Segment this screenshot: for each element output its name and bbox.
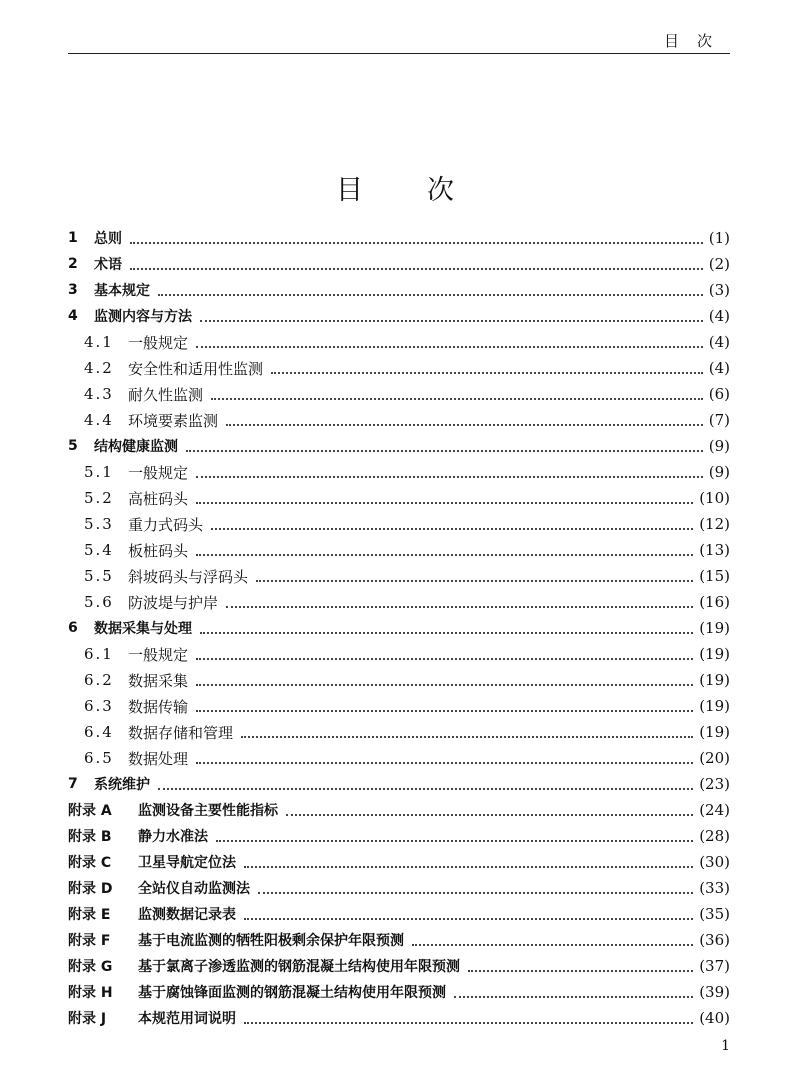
toc-entry-number: 3 [68, 282, 78, 298]
dot-leader [244, 1021, 693, 1024]
toc-entry-number: 4.2 [84, 359, 114, 377]
toc-entry[interactable] [68, 537, 730, 563]
toc-entry-title: 基于腐蚀锋面监测的钢筋混凝土结构使用年限预测 [138, 985, 446, 1001]
toc-entry[interactable] [68, 771, 730, 797]
toc-entry-page: (9) [708, 463, 730, 481]
toc-entry[interactable] [68, 615, 730, 641]
toc-entry-page: (13) [699, 541, 730, 559]
toc-entry-page: (2) [708, 255, 730, 273]
toc-entry-title: 系统维护 [94, 777, 150, 793]
dot-leader [226, 605, 693, 608]
toc-entry-number: 1 [68, 230, 78, 246]
dot-leader [211, 397, 703, 400]
toc-entry-title: 板桩码头 [128, 541, 189, 560]
toc-entry[interactable] [68, 823, 730, 849]
toc-entry-page: (16) [699, 593, 730, 611]
toc-entry-page: (28) [699, 827, 730, 845]
dot-leader [200, 319, 703, 322]
toc-entry-title: 基本规定 [94, 283, 150, 299]
toc-entry-number: 5 [68, 438, 78, 454]
toc-entry[interactable] [68, 303, 730, 329]
dot-leader [468, 969, 693, 972]
toc-entry-page: (39) [699, 983, 730, 1001]
toc-entry-number: 附录 E [68, 907, 111, 923]
toc-entry-page: (23) [699, 775, 730, 793]
toc-entry-title: 数据传输 [128, 697, 189, 716]
dot-leader [186, 449, 703, 452]
dot-leader [196, 475, 703, 478]
toc-entry-title: 监测内容与方法 [94, 309, 192, 325]
header-rule [68, 53, 730, 54]
dot-leader [244, 865, 693, 868]
toc-entry-number: 5.6 [84, 593, 114, 611]
toc-entry[interactable] [68, 745, 730, 771]
toc-entry-title: 本规范用词说明 [138, 1011, 236, 1027]
toc-entry[interactable] [68, 979, 730, 1005]
toc-entry[interactable] [68, 459, 730, 485]
toc-entry[interactable] [68, 953, 730, 979]
dot-leader [158, 787, 693, 790]
toc-entry-page: (37) [699, 957, 730, 975]
toc-entry[interactable] [68, 693, 730, 719]
toc-entry[interactable] [68, 511, 730, 537]
dot-leader [271, 371, 703, 374]
toc-entry-number: 附录 J [68, 1011, 107, 1027]
toc-entry-page: (6) [708, 385, 730, 403]
dot-leader [130, 267, 703, 270]
toc-entry-title: 结构健康监测 [94, 439, 178, 455]
toc-entry-page: (10) [699, 489, 730, 507]
toc-entry[interactable] [68, 589, 730, 615]
toc-entry[interactable] [68, 251, 730, 277]
toc-entry[interactable] [68, 277, 730, 303]
toc-entry-page: (30) [699, 853, 730, 871]
page-number: 1 [721, 1038, 730, 1054]
toc-entry-number: 附录 C [68, 855, 112, 871]
toc-entry-title: 监测数据记录表 [138, 907, 236, 923]
toc-entry-number: 5.5 [84, 567, 114, 585]
toc-entry-number: 5.3 [84, 515, 114, 533]
toc-entry-number: 6.4 [84, 723, 114, 741]
toc-entry[interactable] [68, 485, 730, 511]
toc-entry-number: 6.1 [84, 645, 114, 663]
dot-leader [196, 657, 693, 660]
toc-entry-page: (15) [699, 567, 730, 585]
toc-entry-number: 4.3 [84, 385, 114, 403]
dot-leader [286, 813, 693, 816]
toc-entry-title: 耐久性监测 [128, 385, 204, 404]
toc-entry-title: 一般规定 [128, 463, 189, 482]
toc-entry-number: 4.1 [84, 333, 114, 351]
toc-entry-title: 数据采集 [128, 671, 189, 690]
toc-entry-page: (19) [699, 645, 730, 663]
toc-entry-page: (35) [699, 905, 730, 923]
toc-entry-number: 6.5 [84, 749, 114, 767]
toc-entry[interactable] [68, 719, 730, 745]
running-header: 目次 [663, 32, 730, 50]
toc-entry-title: 高桩码头 [128, 489, 189, 508]
dot-leader [196, 761, 693, 764]
toc-entry-number: 7 [68, 776, 78, 792]
dot-leader [158, 293, 703, 296]
toc-entry-title: 总则 [94, 231, 122, 247]
dot-leader [256, 579, 693, 582]
toc-entry-page: (3) [708, 281, 730, 299]
toc-entry-title: 环境要素监测 [128, 411, 219, 430]
toc-entry-number: 附录 B [68, 829, 112, 845]
toc-entry[interactable] [68, 563, 730, 589]
table-of-contents [68, 225, 730, 1031]
toc-entry-title: 数据处理 [128, 749, 189, 768]
toc-entry-number: 附录 F [68, 933, 111, 949]
toc-entry-title: 静力水准法 [138, 829, 208, 845]
toc-entry-number: 5.1 [84, 463, 114, 481]
dot-leader [211, 527, 693, 530]
toc-entry-title: 卫星导航定位法 [138, 855, 236, 871]
dot-leader [226, 423, 703, 426]
dot-leader [196, 683, 693, 686]
toc-entry-number: 5.4 [84, 541, 114, 559]
dot-leader [196, 709, 693, 712]
toc-entry-page: (7) [708, 411, 730, 429]
toc-entry-page: (4) [708, 359, 730, 377]
toc-entry-page: (36) [699, 931, 730, 949]
toc-entry-page: (19) [699, 671, 730, 689]
toc-entry-page: (1) [708, 229, 730, 247]
toc-entry-title: 一般规定 [128, 333, 189, 352]
dot-leader [130, 241, 703, 244]
dot-leader [200, 631, 693, 634]
toc-entry-title: 斜坡码头与浮码头 [128, 567, 249, 586]
toc-entry-title: 重力式码头 [128, 515, 204, 534]
toc-entry-title: 防波堤与护岸 [128, 593, 219, 612]
toc-entry-title: 全站仪自动监测法 [138, 881, 250, 897]
toc-entry[interactable] [68, 433, 730, 459]
toc-entry[interactable] [68, 381, 730, 407]
page-title: 目次 [336, 175, 518, 206]
toc-entry-page: (4) [708, 307, 730, 325]
toc-entry-title: 监测设备主要性能指标 [138, 803, 278, 819]
dot-leader [412, 943, 693, 946]
dot-leader [216, 839, 693, 842]
toc-entry-page: (12) [699, 515, 730, 533]
toc-entry-number: 5.2 [84, 489, 114, 507]
toc-entry[interactable] [68, 849, 730, 875]
toc-entry-number: 附录 H [68, 985, 113, 1001]
toc-entry[interactable] [68, 667, 730, 693]
toc-entry-page: (4) [708, 333, 730, 351]
toc-entry-number: 附录 D [68, 881, 113, 897]
toc-entry-page: (40) [699, 1009, 730, 1027]
toc-entry[interactable] [68, 641, 730, 667]
dot-leader [244, 917, 693, 920]
dot-leader [196, 501, 693, 504]
toc-entry-page: (9) [708, 437, 730, 455]
toc-entry[interactable] [68, 329, 730, 355]
toc-entry[interactable] [68, 875, 730, 901]
dot-leader [454, 995, 693, 998]
toc-entry[interactable] [68, 797, 730, 823]
toc-entry[interactable] [68, 1005, 730, 1031]
dot-leader [258, 891, 693, 894]
toc-entry-title: 基于电流监测的牺牲阳极剩余保护年限预测 [138, 933, 404, 949]
toc-entry[interactable] [68, 355, 730, 381]
toc-entry-number: 附录 A [68, 803, 112, 819]
toc-entry-title: 安全性和适用性监测 [128, 359, 264, 378]
toc-entry-page: (24) [699, 801, 730, 819]
toc-entry-title: 基于氯离子渗透监测的钢筋混凝土结构使用年限预测 [138, 959, 460, 975]
toc-entry[interactable] [68, 901, 730, 927]
toc-entry-page: (33) [699, 879, 730, 897]
toc-entry-page: (19) [699, 697, 730, 715]
toc-entry-number: 6.3 [84, 697, 114, 715]
toc-entry-title: 一般规定 [128, 645, 189, 664]
toc-entry-page: (19) [699, 723, 730, 741]
toc-entry-number: 4 [68, 308, 78, 324]
toc-entry[interactable] [68, 225, 730, 251]
toc-entry-title: 数据采集与处理 [94, 621, 192, 637]
toc-entry[interactable] [68, 407, 730, 433]
toc-entry-title: 术语 [94, 257, 122, 273]
toc-entry-title: 数据存储和管理 [128, 723, 234, 742]
dot-leader [196, 553, 693, 556]
toc-entry-number: 2 [68, 256, 78, 272]
toc-entry-number: 附录 G [68, 959, 113, 975]
dot-leader [196, 345, 703, 348]
toc-entry[interactable] [68, 927, 730, 953]
toc-entry-number: 4.4 [84, 411, 114, 429]
toc-entry-number: 6 [68, 620, 78, 636]
toc-entry-page: (20) [699, 749, 730, 767]
toc-entry-number: 6.2 [84, 671, 114, 689]
dot-leader [241, 735, 693, 738]
toc-entry-page: (19) [699, 619, 730, 637]
